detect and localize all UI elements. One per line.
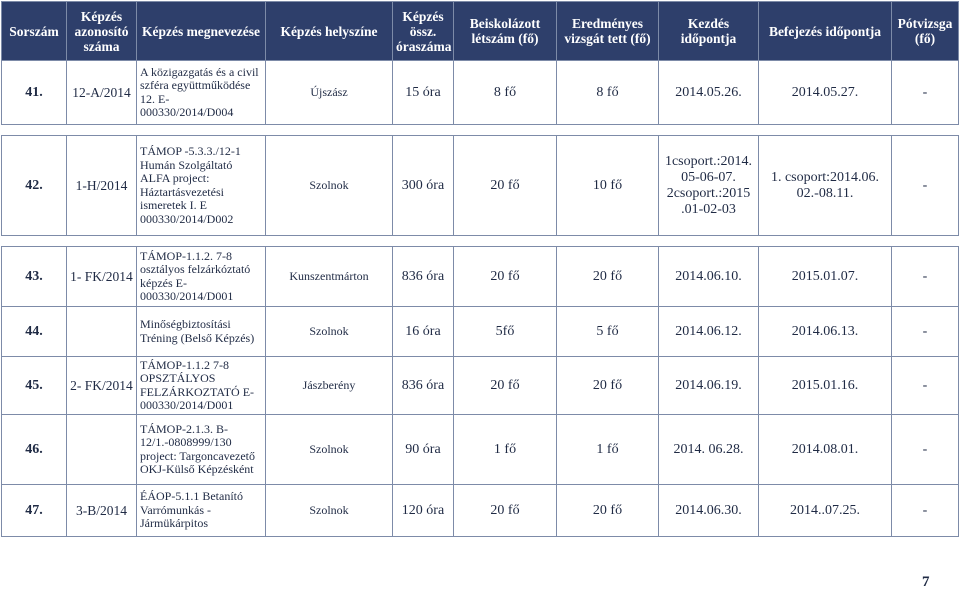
row-place: Szolnok xyxy=(266,136,393,236)
row-hours: 300 óra xyxy=(393,136,454,236)
header-row xyxy=(2,2,959,61)
table-row xyxy=(2,307,959,357)
row-gap xyxy=(2,236,959,247)
row-passed: 20 fő xyxy=(557,485,659,537)
header-vizsga: Eredményes vizsgát tett (fő) xyxy=(557,2,659,61)
row-start: 2014. 06.28. xyxy=(659,415,759,485)
row-end: 2014..07.25. xyxy=(759,485,892,537)
row-name: TÁMOP -5.3.3./12-1 Humán Szolgáltató ALFA project: Háztartásvezetési ismeretek I. E 000330/2014/D002 xyxy=(137,136,266,236)
row-code xyxy=(67,307,137,357)
row-code: 2- FK/2014 xyxy=(67,357,137,415)
header-kezdes: Kezdés időpontja xyxy=(659,2,759,61)
row-number: 47. xyxy=(2,485,67,537)
row-start: 2014.06.30. xyxy=(659,485,759,537)
header-oraszam: Képzés össz. óraszáma xyxy=(393,2,454,61)
row-retake: - xyxy=(892,415,959,485)
row-count: 8 fő xyxy=(454,61,557,125)
row-place: Kunszentmárton xyxy=(266,247,393,307)
row-code: 1-H/2014 xyxy=(67,136,137,236)
training-table xyxy=(1,1,959,537)
header-azonosito: Képzés azonosító száma xyxy=(67,2,137,61)
row-place: Szolnok xyxy=(266,307,393,357)
row-hours: 836 óra xyxy=(393,357,454,415)
row-retake: - xyxy=(892,307,959,357)
row-count: 20 fő xyxy=(454,136,557,236)
row-retake: - xyxy=(892,357,959,415)
row-count: 20 fő xyxy=(454,485,557,537)
row-name: TÁMOP-2.1.3. B-12/1.-0808999/130 project: Targoncavezető OKJ-Külső Képzésként xyxy=(137,415,266,485)
header-sorszam: Sorszám xyxy=(2,2,67,61)
row-count: 20 fő xyxy=(454,247,557,307)
row-name: A közigazgatás és a civil szféra együttműködése 12. E-000330/2014/D004 xyxy=(137,61,266,125)
table-row xyxy=(2,415,959,485)
row-start: 2014.06.19. xyxy=(659,357,759,415)
row-number: 45. xyxy=(2,357,67,415)
table-row xyxy=(2,247,959,307)
row-passed: 20 fő xyxy=(557,357,659,415)
row-name: TÁMOP-1.1.2 7-8 OPSZTÁLYOS FELZÁRKOZTATÓ E-000330/2014/D001 xyxy=(137,357,266,415)
row-retake: - xyxy=(892,485,959,537)
header-letszam: Beiskolázott létszám (fő) xyxy=(454,2,557,61)
row-end: 2014.06.13. xyxy=(759,307,892,357)
row-passed: 5 fő xyxy=(557,307,659,357)
row-hours: 90 óra xyxy=(393,415,454,485)
row-passed: 20 fő xyxy=(557,247,659,307)
row-retake: - xyxy=(892,136,959,236)
row-count: 1 fő xyxy=(454,415,557,485)
row-number: 46. xyxy=(2,415,67,485)
row-number: 43. xyxy=(2,247,67,307)
table-row xyxy=(2,136,959,236)
row-place: Szolnok xyxy=(266,485,393,537)
row-passed: 1 fő xyxy=(557,415,659,485)
row-retake: - xyxy=(892,61,959,125)
header-megnevezes: Képzés megnevezése xyxy=(137,2,266,61)
row-hours: 120 óra xyxy=(393,485,454,537)
row-code: 3-B/2014 xyxy=(67,485,137,537)
table-row xyxy=(2,357,959,415)
header-befejezes: Befejezés időpontja xyxy=(759,2,892,61)
row-number: 42. xyxy=(2,136,67,236)
row-name: TÁMOP-1.1.2. 7-8 osztályos felzárkóztató képzés E-000330/2014/D001 xyxy=(137,247,266,307)
row-hours: 15 óra xyxy=(393,61,454,125)
row-start: 2014.06.12. xyxy=(659,307,759,357)
row-passed: 10 fő xyxy=(557,136,659,236)
row-end: 2015.01.07. xyxy=(759,247,892,307)
row-place: Újszász xyxy=(266,61,393,125)
row-start: 1csoport.:2014. 05-06-07. 2csoport.:2015 .01-02-03 xyxy=(659,136,759,236)
row-hours: 836 óra xyxy=(393,247,454,307)
row-name: ÉÁOP-5.1.1 Betanító Varrómunkás - Jármükárpitos xyxy=(137,485,266,537)
table-row xyxy=(2,485,959,537)
row-passed: 8 fő xyxy=(557,61,659,125)
row-number: 44. xyxy=(2,307,67,357)
row-retake: - xyxy=(892,247,959,307)
header-helyszin: Képzés helyszíne xyxy=(266,2,393,61)
row-hours: 16 óra xyxy=(393,307,454,357)
row-end: 2014.05.27. xyxy=(759,61,892,125)
table-row xyxy=(2,61,959,125)
row-code: 12-A/2014 xyxy=(67,61,137,125)
row-count: 20 fő xyxy=(454,357,557,415)
row-place: Jászberény xyxy=(266,357,393,415)
header-potvizsga: Pótvizsga (fő) xyxy=(892,2,959,61)
row-count: 5fő xyxy=(454,307,557,357)
page-number: 7 xyxy=(922,574,930,590)
row-start: 2014.06.10. xyxy=(659,247,759,307)
row-name: Minőségbiztosítási Tréning (Belső Képzés) xyxy=(137,307,266,357)
row-end: 1. csoport:2014.06. 02.-08.11. xyxy=(759,136,892,236)
row-code: 1- FK/2014 xyxy=(67,247,137,307)
row-end: 2015.01.16. xyxy=(759,357,892,415)
row-place: Szolnok xyxy=(266,415,393,485)
row-gap xyxy=(2,125,959,136)
row-code xyxy=(67,415,137,485)
row-end: 2014.08.01. xyxy=(759,415,892,485)
row-start: 2014.05.26. xyxy=(659,61,759,125)
row-number: 41. xyxy=(2,61,67,125)
